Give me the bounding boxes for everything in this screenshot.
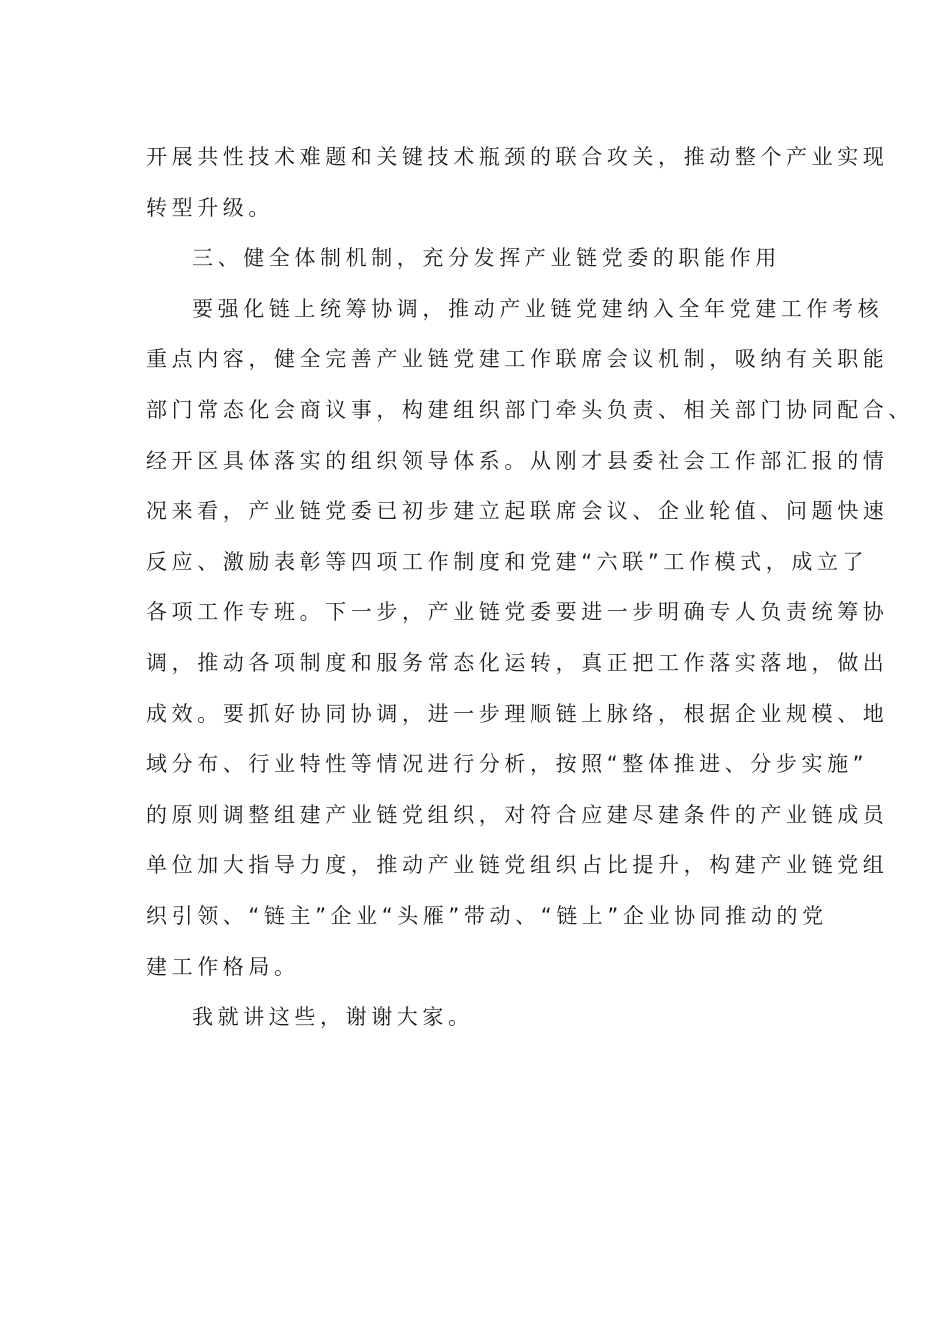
text-line: 况来看，产业链党委已初步建立起联席会议、企业轮值、问题快速 xyxy=(146,499,889,524)
text-line: 部门常态化会商议事，构建组织部门牵头负责、相关部门协同配合、 xyxy=(146,397,914,422)
paragraph-continuation xyxy=(146,132,889,233)
text-line: 开展共性技术难题和关键技术瓶颈的联合攻关，推动整个产业实现 xyxy=(146,145,889,169)
text-line: 重点内容，健全完善产业链党建工作联席会议机制，吸纳有关职能 xyxy=(146,347,889,372)
text-line: 的原则调整组建产业链党组织，对符合应建尽建条件的产业链成员 xyxy=(146,802,889,827)
text-line: 建工作格局。 xyxy=(146,954,300,979)
text-line: 织引领、“链主”企业“头雁”带动、“链上”企业协同推动的党 xyxy=(146,903,828,928)
text-line: 各项工作专班。下一步，产业链党委要进一步明确专人负责统筹协 xyxy=(146,600,889,625)
document-body xyxy=(146,132,914,1043)
text-line: 域分布、行业特性等情况进行分析，按照“整体推进、分步实施” xyxy=(146,752,869,777)
text-line: 单位加大指导力度，推动产业链党组织占比提升，构建产业链党组 xyxy=(146,853,889,878)
text-line: 转型升级。 xyxy=(146,195,274,220)
text-line: 反应、激励表彰等四项工作制度和党建“六联”工作模式，成立了 xyxy=(146,549,869,574)
paragraph-body xyxy=(146,284,914,992)
closing-remark: 我就讲这些，谢谢大家。 xyxy=(192,1005,474,1030)
text-line: 要强化链上统筹协调，推动产业链党建纳入全年党建工作考核 xyxy=(192,296,884,321)
text-line: 经开区具体落实的组织领导体系。从刚才县委社会工作部汇报的情 xyxy=(146,448,889,473)
section-heading: 三、健全体制机制，充分发挥产业链党委的职能作用 xyxy=(192,246,781,271)
text-line: 调，推动各项制度和服务常态化运转，真正把工作落实落地，做出 xyxy=(146,650,889,675)
text-line: 成效。要抓好协同协调，进一步理顺链上脉络，根据企业规模、地 xyxy=(146,701,889,726)
